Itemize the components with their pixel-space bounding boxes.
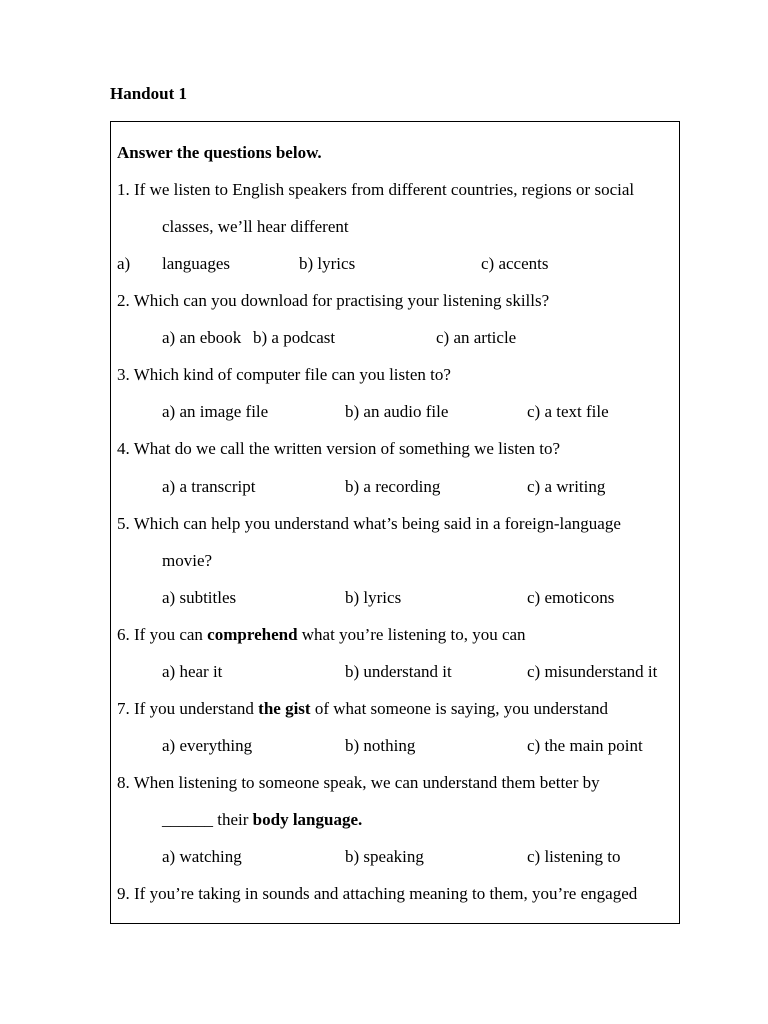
question-1-option-b: b) lyrics: [299, 254, 356, 273]
question-1-line-2: classes, we’ll hear different: [162, 217, 349, 236]
question-5-option-a: a) subtitles: [162, 588, 237, 607]
question-8-blank: ______: [162, 810, 213, 829]
question-5-line-2: movie?: [162, 551, 213, 570]
question-8-text-mid: their: [213, 810, 253, 829]
question-6-option-a: a) hear it: [162, 662, 223, 681]
handout-title: Handout 1: [110, 84, 187, 103]
question-3-option-c: c) a text file: [527, 402, 609, 421]
question-7: [117, 699, 608, 719]
question-1-option-a-label: a): [117, 254, 131, 273]
question-7-option-a: a) everything: [162, 736, 253, 755]
question-8-line-1: 8. When listening to someone speak, we can understand them better by: [117, 773, 600, 792]
question-6-text-start: 6. If you can: [117, 625, 208, 644]
question-3: 3. Which kind of computer file can you listen to?: [117, 365, 451, 384]
question-8-option-c: c) listening to: [527, 847, 621, 866]
question-6-keyword: comprehend: [207, 625, 298, 644]
question-5-option-c: c) emoticons: [527, 588, 615, 607]
question-8-option-b: b) speaking: [345, 847, 424, 866]
question-7-option-c: c) the main point: [527, 736, 643, 755]
question-9: 9. If you’re taking in sounds and attaching meaning to them, you’re engaged: [117, 884, 638, 903]
question-1-option-c: c) accents: [481, 254, 549, 273]
question-5-line-1: 5. Which can help you understand what’s being said in a foreign-language: [117, 514, 621, 533]
question-7-keyword: the gist: [258, 699, 311, 718]
question-2-option-b: b) a podcast: [253, 328, 336, 347]
question-1-line-1: 1. If we listen to English speakers from different countries, regions or social: [117, 180, 635, 199]
question-7-text-start: 7. If you understand: [117, 699, 259, 718]
question-7-text-end: of what someone is saying, you understand: [310, 699, 609, 718]
question-4: 4. What do we call the written version of something we listen to?: [117, 439, 560, 458]
question-6-option-c: c) misunderstand it: [527, 662, 658, 681]
question-8-option-a: a) watching: [162, 847, 242, 866]
question-4-option-b: b) a recording: [345, 477, 441, 496]
question-6-option-b: b) understand it: [345, 662, 452, 681]
question-4-option-c: c) a writing: [527, 477, 606, 496]
question-7-option-b: b) nothing: [345, 736, 416, 755]
question-1-option-a: languages: [162, 254, 230, 273]
question-4-option-a: a) a transcript: [162, 477, 256, 496]
question-2-option-a: a) an ebook: [162, 328, 242, 347]
question-2-option-c: c) an article: [436, 328, 517, 347]
question-3-option-a: a) an image file: [162, 402, 269, 421]
question-3-option-b: b) an audio file: [345, 402, 449, 421]
question-8-line-2: [162, 810, 362, 830]
question-6: [117, 625, 526, 645]
question-2: 2. Which can you download for practising your listening skills?: [117, 291, 550, 310]
question-8-keyword: body language.: [252, 810, 363, 829]
question-5-option-b: b) lyrics: [345, 588, 402, 607]
question-6-text-end: what you’re listening to, you can: [297, 625, 526, 644]
instruction: Answer the questions below.: [117, 143, 322, 162]
